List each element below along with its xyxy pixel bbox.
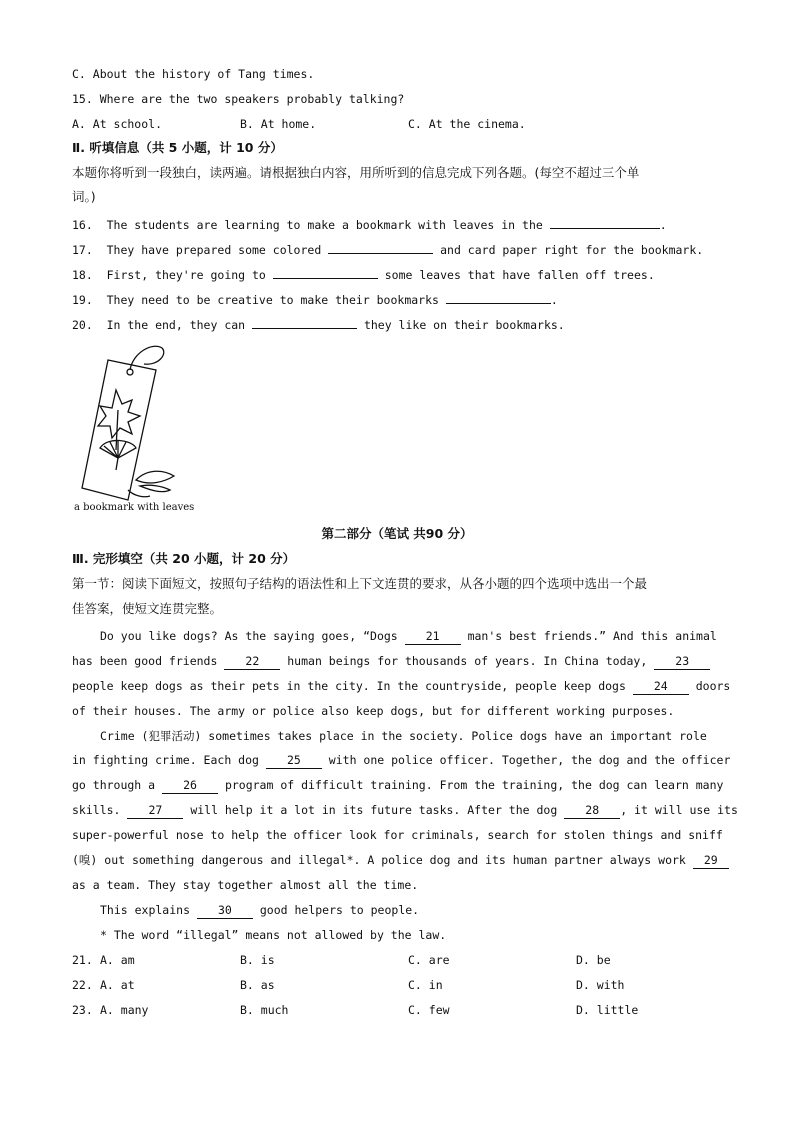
- choice-22-a[interactable]: A. at: [100, 978, 135, 992]
- question-16: 16. The students are learning to make a bookmark with leaves in the .: [72, 218, 667, 232]
- cloze-blank-28[interactable]: 28: [564, 802, 620, 819]
- q15-option-a: A. At school.: [72, 117, 163, 131]
- section-3-instructions-2: 佳答案，使短文连贯完整。: [72, 601, 223, 616]
- choice-22-b[interactable]: B. as: [240, 978, 275, 992]
- q15-option-b: B. At home.: [240, 117, 317, 131]
- answer-blank-19[interactable]: [446, 291, 551, 304]
- passage-p2-line7: as a team. They stay together almost all the time.: [72, 878, 419, 892]
- q14-option-c: C. About the history of Tang times.: [72, 67, 315, 81]
- footnote: * The word “illegal” means not allowed by the law.: [100, 928, 447, 942]
- section-2-instructions-2: 词。): [72, 189, 96, 204]
- cloze-blank-21[interactable]: 21: [405, 628, 461, 645]
- choice-23-number: 23.: [72, 1003, 93, 1017]
- passage-p1-line4: of their houses. The army or police also keep dogs, but for different working purposes.: [72, 704, 675, 718]
- cloze-blank-22[interactable]: 22: [224, 653, 280, 670]
- passage-p1-line3: people keep dogs as their pets in the city. In the countryside, people keep dogs 24 doors: [72, 679, 731, 693]
- passage-p3: This explains 30 good helpers to people.: [100, 903, 420, 917]
- passage-p2-line6: (嗅) out something dangerous and illegal*. A police dog and its human partner always work 29: [72, 852, 729, 869]
- question-18: 18. First, they're going to some leaves that have fallen off trees.: [72, 268, 655, 282]
- choice-22-c[interactable]: C. in: [408, 978, 443, 992]
- section-3-heading: Ⅲ. 完形填空（共 20 小题，计 20 分）: [72, 551, 296, 566]
- choice-21-number: 21.: [72, 953, 93, 967]
- cloze-blank-30[interactable]: 30: [197, 902, 253, 919]
- cloze-blank-25[interactable]: 25: [266, 752, 322, 769]
- choice-23-d[interactable]: D. little: [576, 1003, 639, 1017]
- passage-p1-line1: Do you like dogs? As the saying goes, “Dogs 21 man's best friends.” And this animal: [100, 629, 717, 643]
- cloze-blank-23[interactable]: 23: [654, 653, 710, 670]
- passage-p1-line2: has been good friends 22 human beings for thousands of years. In China today, 23: [72, 653, 710, 670]
- choice-22-d[interactable]: D. with: [576, 978, 625, 992]
- passage-p2-line5: super-powerful nose to help the officer look for criminals, search for stolen things and sniff: [72, 828, 723, 842]
- passage-p2-line1: Crime (犯罪活动) sometimes takes place in the society. Police dogs have an important role: [100, 729, 707, 743]
- cloze-blank-29[interactable]: 29: [693, 852, 729, 869]
- passage-p2-line3: go through a 26 program of difficult training. From the training, the dog can learn many: [72, 778, 724, 792]
- section-2-instructions-1: 本题你将听到一段独白，读两遍。请根据独白内容，用所听到的信息完成下列各题。(每空不超过三个单: [72, 165, 640, 180]
- answer-blank-17[interactable]: [328, 241, 433, 254]
- bookmark-illustration: [78, 340, 188, 505]
- q15-option-c: C. At the cinema.: [408, 117, 526, 131]
- answer-blank-20[interactable]: [252, 316, 357, 329]
- section-3-instructions-1: 第一节：阅读下面短文，按照句子结构的语法性和上下文连贯的要求，从各小题的四个选项中选出一个最: [72, 576, 648, 591]
- question-15: 15. Where are the two speakers probably talking?: [72, 92, 405, 106]
- cloze-blank-24[interactable]: 24: [633, 678, 689, 695]
- answer-blank-16[interactable]: [550, 216, 660, 229]
- choice-23-b[interactable]: B. much: [240, 1003, 289, 1017]
- choice-22-number: 22.: [72, 978, 93, 992]
- section-2-heading: Ⅱ. 听填信息（共 5 小题，计 10 分）: [72, 140, 283, 155]
- choice-21-d[interactable]: D. be: [576, 953, 611, 967]
- choice-21-c[interactable]: C. are: [408, 953, 450, 967]
- figure-caption: a bookmark with leaves: [74, 502, 195, 513]
- choice-23-c[interactable]: C. few: [408, 1003, 450, 1017]
- passage-p2-line4: skills. 27 will help it a lot in its future tasks. After the dog 28 , it will use its: [72, 803, 738, 817]
- question-19: 19. They need to be creative to make their bookmarks .: [72, 293, 558, 307]
- choice-21-a[interactable]: A. am: [100, 953, 135, 967]
- choice-23-a[interactable]: A. many: [100, 1003, 149, 1017]
- question-20: 20. In the end, they can they like on their bookmarks.: [72, 318, 565, 332]
- part-2-title: 第二部分（笔试 共90 分）: [321, 526, 473, 541]
- answer-blank-18[interactable]: [273, 266, 378, 279]
- cloze-blank-27[interactable]: 27: [127, 802, 183, 819]
- choice-21-b[interactable]: B. is: [240, 953, 275, 967]
- question-17: 17. They have prepared some colored and card paper right for the bookmark.: [72, 243, 704, 257]
- cloze-blank-26[interactable]: 26: [162, 777, 218, 794]
- passage-p2-line2: in fighting crime. Each dog 25 with one police officer. Together, the dog and the officer: [72, 753, 731, 767]
